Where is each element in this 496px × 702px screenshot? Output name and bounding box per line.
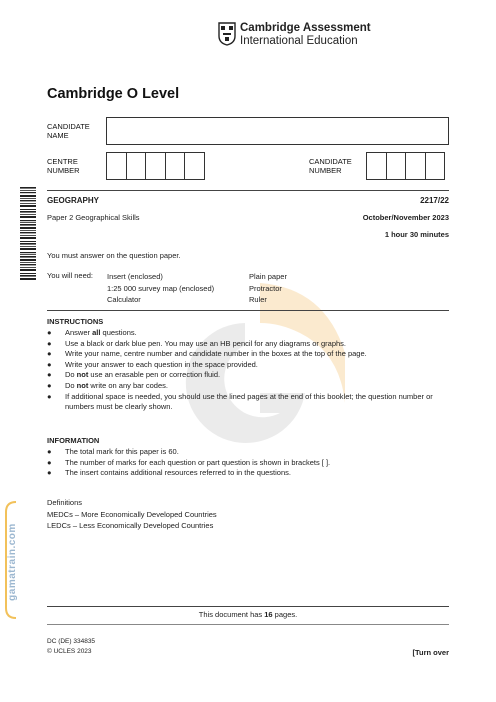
candidate-number-label	[309, 157, 352, 175]
needs-list-1	[107, 271, 214, 306]
text: Write your name, centre number and candidate number in the boxes at the top of the page.	[65, 349, 367, 359]
text: questions.	[100, 328, 137, 337]
exam-session: October/November 2023	[362, 213, 449, 222]
need-item: 1:25 000 survey map (enclosed)	[107, 283, 215, 293]
digit-box[interactable]	[425, 152, 446, 180]
digit-box[interactable]	[126, 152, 147, 180]
bullet: ●	[47, 457, 52, 467]
item-text	[65, 360, 258, 371]
text-bold: not	[76, 380, 89, 390]
answer-note: You must answer on the question paper.	[47, 251, 181, 260]
centre-number-label	[47, 157, 80, 175]
text-bold: not	[76, 370, 89, 380]
document-ref: DC (DE) 334835	[47, 638, 96, 645]
definition-item: LEDCs – Less Economically Developed Countries	[47, 521, 214, 530]
label-line: NUMBER	[309, 166, 342, 175]
text: pages.	[272, 610, 298, 619]
text: use an erasable pen or correction fluid.	[88, 370, 221, 380]
digit-box[interactable]	[405, 152, 426, 180]
needs-list-2	[249, 271, 287, 306]
need-item: Insert (enclosed)	[107, 272, 163, 281]
definitions-list	[47, 509, 217, 531]
label-line: NUMBER	[47, 166, 80, 175]
exam-title: Cambridge O Level	[47, 86, 180, 102]
text: Answer	[65, 328, 93, 337]
label-line: NAME	[47, 131, 69, 140]
instructions-heading: INSTRUCTIONS	[47, 317, 104, 326]
label-line: CANDIDATE	[309, 157, 352, 166]
text: Use a black or dark blue pen. You may use an HB pencil for any diagrams or graphs.	[65, 338, 346, 348]
bullet: ●	[47, 468, 52, 478]
item-text	[65, 381, 168, 392]
list-item	[47, 360, 449, 371]
bullet: ●	[47, 447, 52, 456]
exam-duration: 1 hour 30 minutes	[384, 230, 449, 239]
cambridge-shield-icon	[218, 22, 236, 46]
item-text	[65, 370, 220, 381]
text-bold: all	[92, 328, 101, 337]
org-name-line2: International Education	[240, 35, 358, 47]
you-will-need-label: You will need:	[47, 271, 94, 280]
subject-name: GEOGRAPHY	[47, 196, 100, 205]
candidate-name-label	[47, 122, 90, 140]
page-count: 16	[264, 610, 273, 619]
divider	[47, 190, 449, 191]
candidate-name-field[interactable]	[106, 117, 449, 145]
digit-box[interactable]	[145, 152, 166, 180]
text: Write your answer to each question in the space provided.	[65, 359, 258, 369]
item-text	[65, 392, 449, 413]
item-text: The insert contains additional resources referred to in the questions.	[65, 468, 291, 478]
item-text	[65, 349, 367, 360]
page-count-note	[47, 610, 449, 620]
barcode-icon	[20, 187, 36, 280]
org-name-line1: Cambridge Assessment	[240, 22, 371, 34]
list-item	[47, 370, 449, 381]
bullet: ●	[47, 359, 52, 369]
definition-item: MEDCs – More Economically Developed Countries	[47, 510, 217, 519]
list-item	[47, 458, 449, 469]
divider	[47, 310, 449, 311]
item-text: The total mark for this paper is 60.	[65, 447, 179, 456]
paper-code: 2217/22	[420, 196, 449, 205]
divider	[47, 624, 449, 625]
list-item	[47, 468, 449, 479]
label-line: CENTRE	[47, 157, 78, 166]
paper-name: Paper 2 Geographical Skills	[47, 213, 140, 222]
need-item: Ruler	[249, 295, 267, 304]
digit-box[interactable]	[184, 152, 205, 180]
bullet: ●	[47, 391, 52, 401]
bullet: ●	[47, 370, 52, 380]
need-item: Calculator	[107, 295, 141, 304]
instructions-list	[47, 328, 449, 413]
list-item	[47, 392, 449, 413]
list-item	[47, 349, 449, 360]
need-item: Protractor	[249, 283, 282, 293]
digit-box[interactable]	[386, 152, 407, 180]
copyright: © UCLES 2023	[47, 648, 92, 655]
list-item	[47, 447, 449, 458]
centre-number-field[interactable]	[106, 152, 205, 180]
text: write on any bar codes.	[88, 380, 168, 390]
org-logo-text	[240, 22, 371, 48]
candidate-number-field[interactable]	[366, 152, 445, 180]
bullet: ●	[47, 349, 52, 359]
divider	[47, 606, 449, 607]
information-list	[47, 447, 449, 479]
turn-over: [Turn over	[412, 648, 449, 657]
bullet: ●	[47, 380, 52, 390]
text: Do	[65, 380, 77, 390]
side-brand-text: gamatrain.com	[7, 523, 18, 601]
digit-box[interactable]	[165, 152, 186, 180]
digit-box[interactable]	[366, 152, 387, 180]
item-text: The number of marks for each question or part question is shown in brackets [ ].	[65, 457, 331, 467]
definitions-heading: Definitions	[47, 498, 83, 507]
label-line: CANDIDATE	[47, 122, 90, 131]
item-text	[65, 328, 137, 339]
list-item	[47, 328, 449, 339]
text: This document has	[198, 610, 265, 619]
item-text	[65, 339, 346, 350]
digit-box[interactable]	[106, 152, 127, 180]
information-heading: INFORMATION	[47, 436, 100, 445]
list-item	[47, 381, 449, 392]
bullet: ●	[47, 338, 52, 348]
list-item	[47, 339, 449, 350]
text: Do	[65, 370, 77, 380]
text: If additional space is needed, you should use the lined pages at the end of this booklet; the question number or numbers must be clearly shown.	[65, 391, 433, 412]
bullet: ●	[47, 328, 52, 337]
need-item: Plain paper	[249, 272, 287, 281]
